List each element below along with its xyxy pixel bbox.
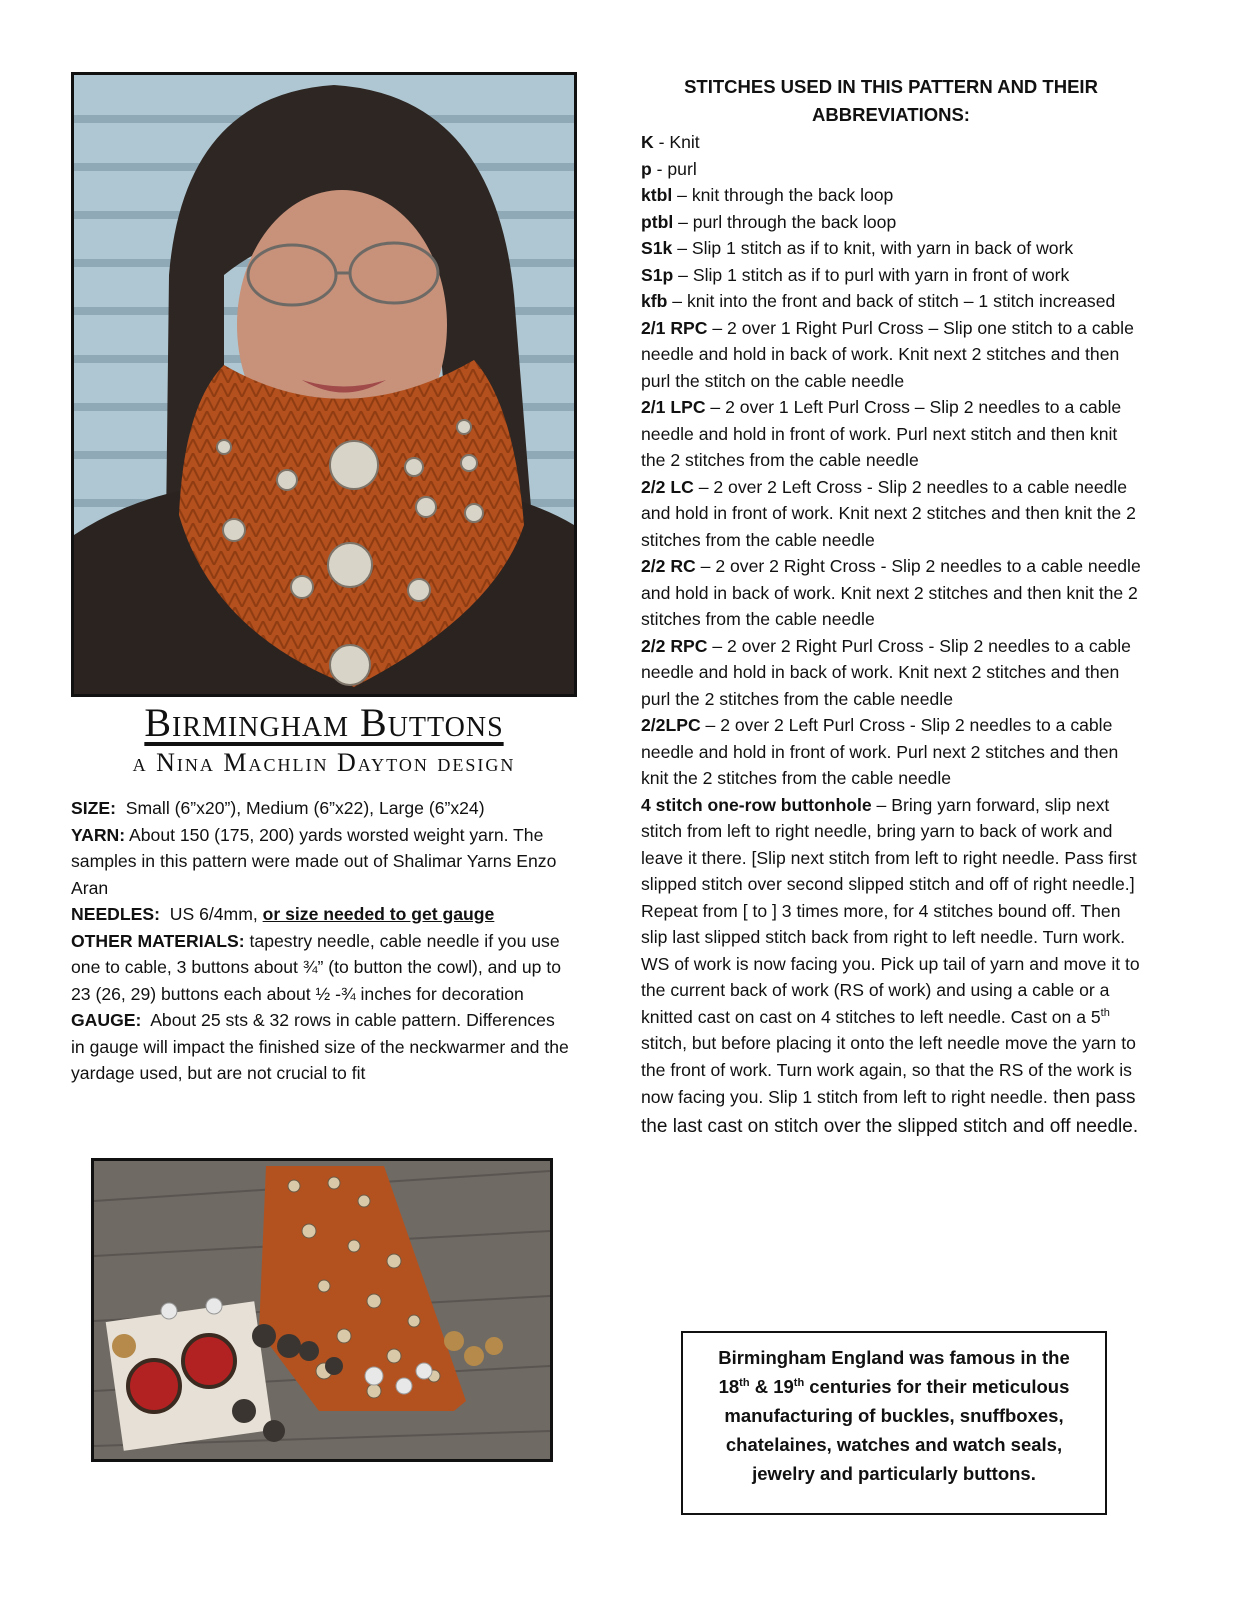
stitch-abbr: 2/2 RPC	[641, 635, 708, 656]
stitches-heading: STITCHES USED IN THIS PATTERN AND THEIR ABBREVIATIONS:	[684, 76, 1098, 125]
stitch-desc: - purl	[651, 158, 697, 179]
stitch-desc: – Slip 1 stitch as if to knit, with yarn in back of work	[672, 238, 1074, 258]
materials-label: OTHER MATERIALS:	[71, 930, 245, 951]
stitch-entry	[641, 209, 1141, 236]
fact-sup1: th	[739, 1376, 750, 1389]
size-label: SIZE:	[71, 798, 116, 818]
materials-value: tapestry needle, cable needle if you use one to cable, 3 buttons about ¾” (to button the cowl), and up to 23 (26, 29) buttons each about ½ -¾ inches for decoration	[71, 930, 562, 1004]
fact-amp: &	[749, 1376, 774, 1397]
pattern-title: Birmingham Buttons	[144, 700, 504, 745]
buttonhole-desc-part1: – Bring yarn forward, slip next stitch from left to right needle, bring yarn to back of work and leave it there. [Slip next stitch from left to right needle. Pass first slipped stitch over second slipped stitch and off of right needle.] Repeat from [ to ] 3 times more, for 4 stitches bound off. Then slip last slipped stitch back from right to left needle. Turn work. WS of work is now facing you. Pick up tail of yarn and move it to the current back of work (RS of work) and using a cable or a knitted cast on cast on 4 stitches to left needle. Cast on a 5	[641, 794, 1140, 1027]
pattern-specs	[71, 795, 571, 1087]
yarn-value: About 150 (175, 200) yards worsted weight yarn. The samples in this pattern were made out of Shalimar Yarns Enzo Aran	[71, 824, 557, 898]
stitch-abbr: S1p	[641, 264, 674, 285]
flatlay-illustration	[94, 1161, 550, 1459]
stitch-desc: – 2 over 1 Right Purl Cross – Slip one stitch to a cable needle and hold in back of work. Knit next 2 stitches and then purl the stitch on the cable needle	[641, 317, 1134, 391]
stitch-abbr: ptbl	[641, 211, 674, 232]
buttons-flatlay-photo	[91, 1158, 553, 1462]
stitch-entry	[641, 633, 1141, 713]
gauge-line	[71, 1007, 571, 1087]
fact-sup2: th	[793, 1376, 805, 1389]
gauge-label: GAUGE:	[71, 1010, 142, 1030]
needles-label: NEEDLES:	[71, 904, 160, 924]
stitch-list	[641, 129, 1141, 792]
stitch-desc: - Knit	[653, 132, 700, 152]
stitch-desc: – Slip 1 stitch as if to purl with yarn in front of work	[673, 264, 1070, 285]
stitch-entry	[641, 474, 1141, 554]
stitch-desc: – knit through the back loop	[672, 185, 894, 205]
stitch-entry	[641, 156, 1141, 183]
portrait-illustration	[74, 75, 574, 694]
fact-num2: 19	[773, 1376, 794, 1397]
stitch-desc: – knit into the front and back of stitch – 1 stitch increased	[667, 291, 1116, 311]
needles-note: or size needed to get gauge	[262, 904, 495, 924]
buttonhole-desc-part2: stitch, but before placing it onto the left needle move the yarn to the front of work. Turn work again, so that the RS of the work is now facing you. Slip 1 stitch from left to right needle.	[641, 1033, 1136, 1107]
stitch-abbr: 2/1 RPC	[641, 317, 708, 338]
stitch-desc: – 2 over 1 Left Purl Cross – Slip 2 needles to a cable needle and hold in front of work. Purl next stitch and then knit the 2 stitches from the cable needle	[641, 397, 1122, 470]
buttonhole-sup: th	[1100, 1006, 1110, 1019]
stitch-abbr: kfb	[641, 291, 668, 311]
stitch-abbr: S1k	[641, 238, 673, 258]
buttonhole-entry	[641, 792, 1141, 1142]
stitch-entry	[641, 288, 1141, 315]
stitch-abbr: 2/2LPC	[641, 715, 701, 735]
size-line	[71, 795, 571, 822]
needles-line	[71, 901, 571, 928]
stitch-entry	[641, 394, 1141, 474]
materials-line	[71, 928, 571, 1008]
stitch-entry	[641, 182, 1141, 209]
title-block	[71, 700, 577, 778]
stitch-entry	[641, 553, 1141, 633]
stitch-desc: – purl through the back loop	[673, 211, 897, 232]
stitch-abbr: ktbl	[641, 185, 673, 205]
designer-subtitle: a Nina Machlin Dayton design	[132, 748, 516, 777]
size-value: Small (6”x20”), Medium (6”x22), Large (6”x24)	[125, 798, 485, 818]
stitch-desc: – 2 over 2 Right Purl Cross - Slip 2 needles to a cable needle and hold in back of work. Knit next 2 stitches and then purl the 2 stitches from the cable needle	[641, 635, 1131, 709]
stitch-abbr: p	[641, 158, 652, 179]
buttonhole-desc-tail: then pass the last cast on stitch over the slipped stitch and off needle.	[641, 1087, 1139, 1137]
buttonhole-abbr: 4 stitch one-row buttonhole	[641, 794, 872, 815]
stitch-abbr: 2/2 LC	[641, 476, 694, 497]
stitch-desc: – 2 over 2 Left Cross - Slip 2 needles to a cable needle and hold in front of work. Knit next 2 stitches and then knit the 2 stitches from the cable needle	[641, 476, 1136, 550]
stitch-desc: – 2 over 2 Right Cross - Slip 2 needles to a cable needle and hold in back of work. Knit next 2 stitches and then knit the 2 stitches from the cable needle	[641, 556, 1141, 629]
fact-num1: 18	[718, 1376, 740, 1397]
stitch-desc: – 2 over 2 Left Purl Cross - Slip 2 needles to a cable needle and hold in front of work. Purl next 2 stitches and then knit the 2 stitches from the cable needle	[641, 715, 1119, 788]
stitch-glossary	[641, 73, 1141, 1141]
stitch-abbr: K	[641, 132, 654, 152]
stitch-abbr: 2/1 LPC	[641, 397, 706, 417]
portrait-photo	[71, 72, 577, 697]
stitch-entry	[641, 262, 1141, 289]
stitch-entry	[641, 235, 1141, 262]
yarn-line	[71, 822, 571, 902]
stitch-entry	[641, 315, 1141, 395]
birmingham-fact-box	[681, 1331, 1107, 1515]
stitch-entry	[641, 712, 1141, 792]
yarn-label: YARN:	[71, 824, 126, 845]
needles-value: US 6/4mm,	[169, 904, 258, 924]
stitch-abbr: 2/2 RC	[641, 556, 696, 576]
gauge-value: About 25 sts & 32 rows in cable pattern. Differences in gauge will impact the finished size of the neckwarmer and the yardage used, but are not crucial to fit	[71, 1010, 569, 1083]
stitch-entry	[641, 129, 1141, 156]
fact-line1: Birmingham England was famous in the	[718, 1347, 1070, 1368]
fact-rest: centuries for their meticulous manufacturing of buckles, snuffboxes, chatelaines, watches and watch seals, jewelry and particularly buttons.	[724, 1376, 1070, 1484]
